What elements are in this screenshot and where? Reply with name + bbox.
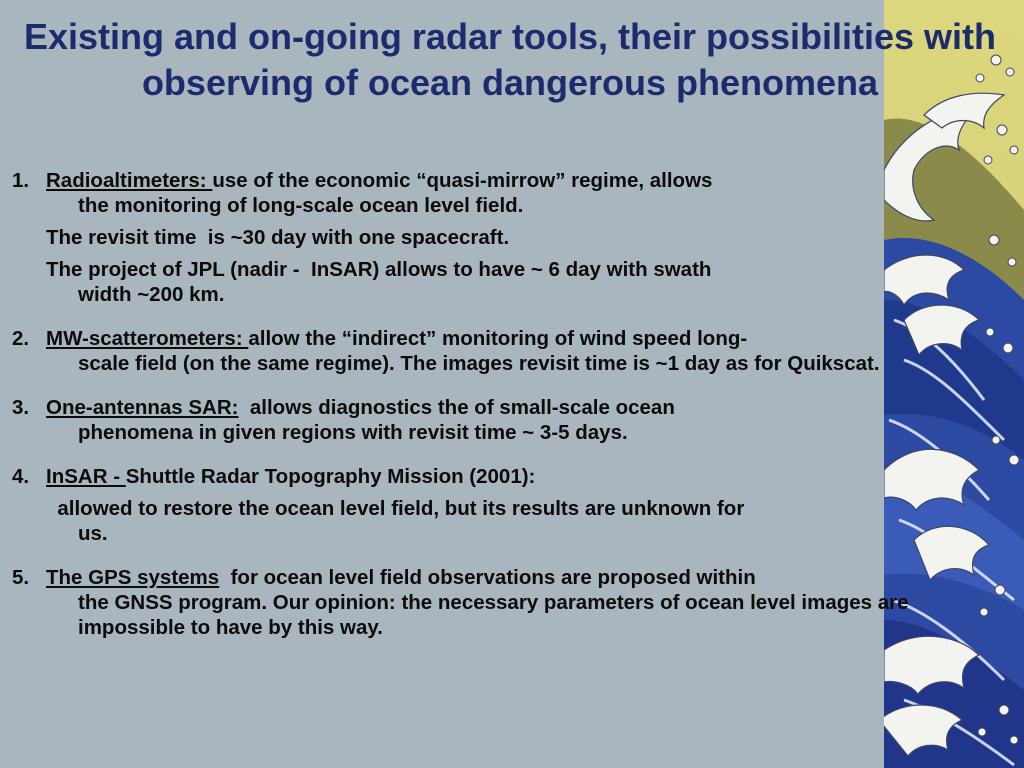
- item-first-line: for ocean level field observations are proposed within: [219, 566, 756, 589]
- sub-item-4a: [12, 496, 952, 546]
- sub-item-text: allowed to restore the ocean level field, but its results are unknown for: [46, 497, 745, 520]
- item-heading: MW-scatterometers:: [46, 327, 249, 350]
- item-number: 1.: [12, 169, 30, 192]
- item-heading: The GPS systems: [46, 566, 220, 589]
- item-number: 5.: [12, 566, 30, 589]
- sub-item-continuation: width ~200 km.: [78, 283, 225, 306]
- item-number: 4.: [12, 465, 30, 488]
- slide-body: [12, 168, 952, 659]
- list-item-4: [12, 464, 952, 489]
- sub-item-text: The project of JPL (nadir - InSAR) allows to have ~ 6 day with swath: [46, 258, 712, 281]
- list-item-2: [12, 326, 952, 376]
- item-number: 2.: [12, 327, 30, 350]
- sub-item-continuation: us.: [78, 522, 108, 545]
- item-number: 3.: [12, 396, 30, 419]
- sub-item-1a: [12, 225, 952, 250]
- item-continuation: scale field (on the same regime). The images revisit time is ~1 day as for Quikscat.: [78, 352, 880, 375]
- item-first-line: allows diagnostics the of small-scale ocean: [238, 396, 675, 419]
- list-item-1: [12, 168, 952, 218]
- item-first-line: Shuttle Radar Topography Mission (2001):: [125, 465, 536, 488]
- slide-title: Existing and on-going radar tools, their possibilities with observing of ocean dangerous phenomena: [23, 16, 997, 103]
- item-continuation: the GNSS program. Our opinion: the necessary parameters of ocean level images are impossible to have by this way.: [78, 591, 909, 639]
- item-continuation: the monitoring of long-scale ocean level field.: [78, 194, 524, 217]
- item-first-line: allow the “indirect” monitoring of wind speed long-: [248, 327, 748, 350]
- item-continuation: phenomena in given regions with revisit time ~ 3-5 days.: [78, 421, 628, 444]
- list-item-3: [12, 395, 952, 445]
- item-heading: One-antennas SAR:: [46, 396, 239, 419]
- sub-item-text: The revisit time is ~30 day with one spacecraft.: [46, 226, 510, 249]
- item-heading: Radioaltimeters:: [46, 169, 213, 192]
- item-first-line: use of the economic “quasi-mirrow” regime, allows: [212, 169, 713, 192]
- sub-item-1b: [12, 257, 952, 307]
- item-heading: InSAR -: [46, 465, 126, 488]
- list-item-5: [12, 565, 952, 640]
